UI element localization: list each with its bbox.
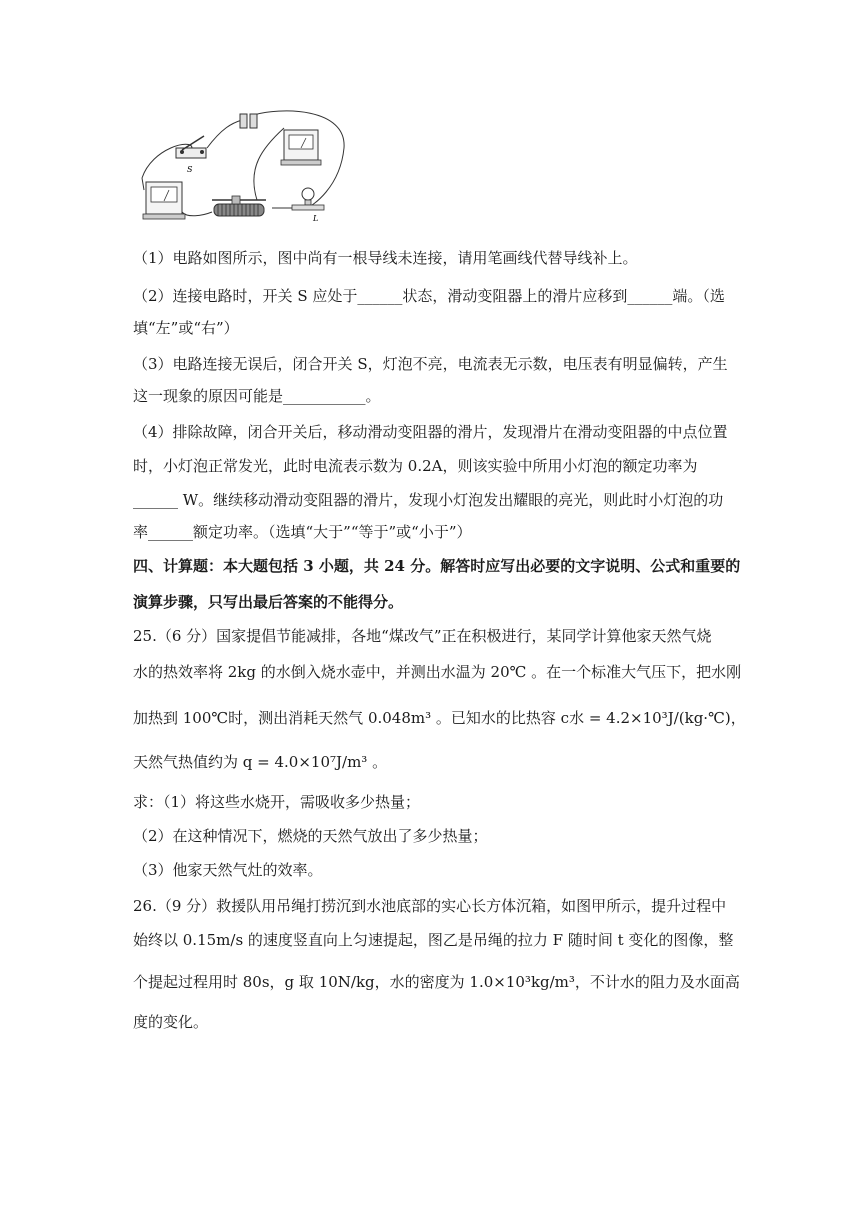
rheostat-icon: [212, 196, 266, 216]
q24-part3-cont: 这一现象的原因可能是___________。: [133, 387, 381, 405]
q24-part4: （4）排除故障，闭合开关后，移动滑动变阻器的滑片，发现滑片在滑动变阻器的中点位置: [133, 423, 728, 441]
q25-line3: 加热到 100℃时，测出消耗天然气 0.048m³ 。已知水的比热容 c水 = 4.2×10³J/(kg·℃)，: [133, 709, 746, 727]
q25-line4: 天然气热值约为 q = 4.0×10⁷J/m³ 。: [133, 753, 388, 771]
q25-line1: 25.（6 分）国家提倡节能减排，各地“煤改气”正在积极进行，某同学计算他家天然气烧: [133, 627, 712, 645]
section4-heading-cont: 演算步骤，只写出最后答案的不能得分。: [133, 593, 404, 611]
section4-heading: 四、计算题：本大题包括 3 小题，共 24 分。解答时应写出必要的文字说明、公式和重要的: [133, 557, 741, 575]
lamp-label: L: [313, 214, 319, 223]
switch-label: S: [187, 165, 193, 174]
q25-ask2: （2）在这种情况下，燃烧的天然气放出了多少热量；: [133, 827, 488, 845]
q24-part4-cont2: ______ W。继续移动滑动变阻器的滑片，发现小灯泡发出耀眼的亮光，则此时小灯泡的功: [133, 491, 724, 509]
q24-part2-cont: 填“左”或“右”）: [133, 319, 239, 337]
voltmeter-icon: [281, 130, 321, 165]
ammeter-icon: [143, 182, 185, 219]
q26-line2: 始终以 0.15m/s 的速度竖直向上匀速提起，图乙是吊绳的拉力 F 随时间 t 变化的图像，整: [133, 931, 734, 949]
battery-icon: [240, 114, 257, 128]
q24-part2: （2）连接电路时，开关 S 应处于______状态，滑动变阻器上的滑片应移到______端。（选: [133, 287, 725, 305]
switch-icon: [176, 136, 206, 158]
q26-line4: 度的变化。: [133, 1013, 209, 1031]
q24-part3: （3）电路连接无误后，闭合开关 S，灯泡不亮，电流表无示数，电压表有明显偏转，产生: [133, 355, 728, 373]
q24-part1: （1）电路如图所示，图中尚有一根导线未连接，请用笔画线代替导线补上。: [133, 249, 638, 267]
q25-ask1: 求：（1）将这些水烧开，需吸收多少热量；: [133, 793, 421, 811]
q24-part4-cont3: 率______额定功率。（选填“大于”“等于”或“小于”）: [133, 523, 472, 541]
q26-line1: 26.（9 分）救援队用吊绳打捞沉到水池底部的实心长方体沉箱，如图甲所示，提升过程中: [133, 897, 727, 915]
q24-part4-cont1: 时，小灯泡正常发光，此时电流表示数为 0.2A，则该实验中所用小灯泡的额定功率为: [133, 457, 698, 475]
q25-ask3: （3）他家天然气灶的效率。: [133, 861, 323, 879]
circuit-diagram: [132, 108, 350, 226]
q26-line3: 个提起过程用时 80s，g 取 10N/kg，水的密度为 1.0×10³kg/m³，不计水的阻力及水面高: [133, 973, 740, 991]
q25-line2: 水的热效率将 2kg 的水倒入烧水壶中，并测出水温为 20℃ 。在一个标准大气压下，把水刚: [133, 663, 742, 681]
